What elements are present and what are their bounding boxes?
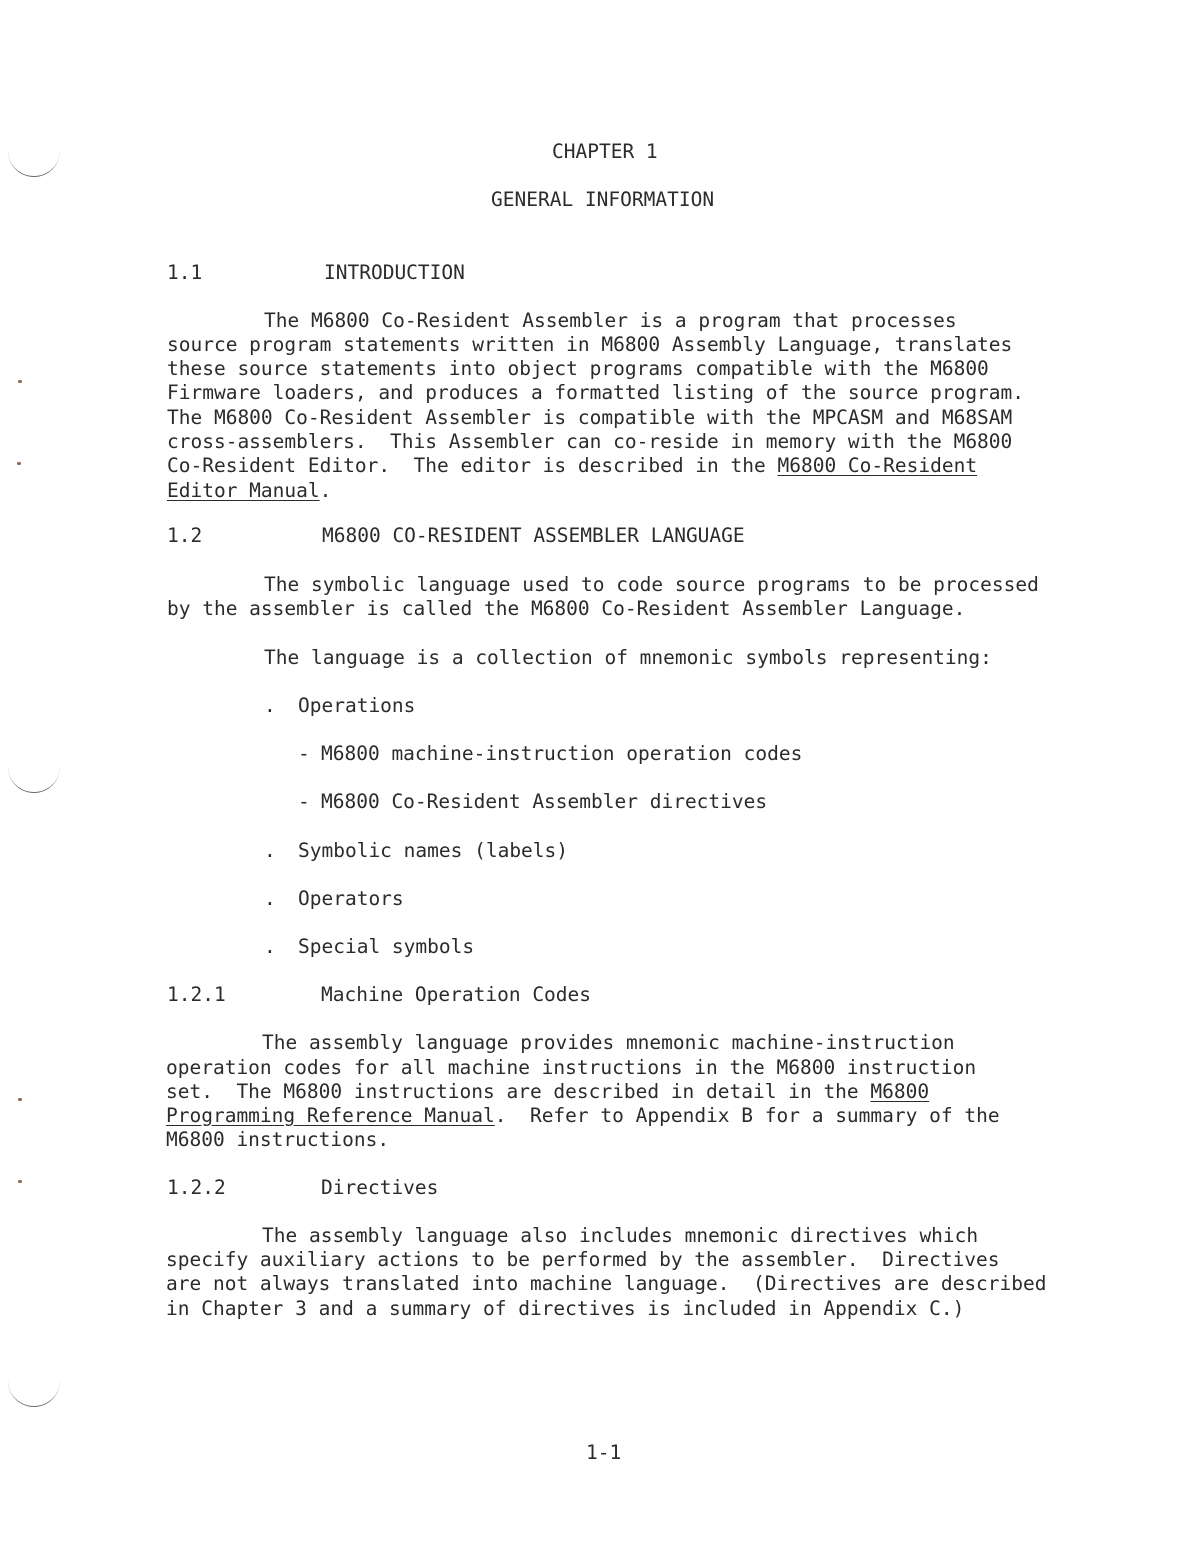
paragraph-line: specify auxiliary actions to be performed by the assembler. Directives [166, 1248, 1000, 1271]
paragraph-line: by the assembler is called the M6800 Co-Resident Assembler Language. [167, 597, 966, 620]
punch-hole-top [8, 140, 60, 177]
scan-speck [18, 1180, 22, 1183]
paragraph-line: The language is a collection of mnemonic symbols representing: [264, 646, 992, 669]
paragraph-text: . Refer to Appendix B for a summary of the [494, 1104, 1000, 1127]
chapter-title: GENERAL INFORMATION [491, 188, 715, 211]
paragraph-line: The assembly language provides mnemonic machine-instruction [262, 1031, 955, 1054]
paragraph-line: The M6800 Co-Resident Assembler is a program that processes [264, 309, 957, 332]
sub-list-item: M6800 machine-instruction operation codes [321, 742, 803, 765]
section-number: 1.2.2 [167, 1176, 226, 1199]
list-item: Operations [298, 694, 416, 717]
list-item: Special symbols [298, 935, 475, 958]
manual-reference: Editor Manual [167, 479, 320, 502]
paragraph-text: Co-Resident Editor. The editor is described in the [167, 454, 778, 477]
list-item: Operators [298, 887, 404, 910]
punch-hole-bottom [8, 1370, 60, 1407]
paragraph-text: set. The M6800 instructions are described in detail in the [166, 1080, 871, 1103]
dash-marker: - [298, 790, 310, 813]
bullet-marker: . [264, 839, 276, 862]
bullet-marker: . [264, 935, 276, 958]
paragraph-line: operation codes for all machine instructions in the M6800 instruction [166, 1056, 977, 1079]
paragraph-line: source program statements written in M6800 Assembly Language, translates [167, 333, 1013, 356]
paragraph-line: The assembly language also includes mnemonic directives which [262, 1224, 979, 1247]
section-heading: M6800 CO-RESIDENT ASSEMBLER LANGUAGE [322, 524, 745, 547]
chapter-label: CHAPTER 1 [552, 140, 658, 163]
list-item: Symbolic names (labels) [298, 839, 569, 862]
scan-speck [18, 380, 22, 383]
section-number: 1.1 [167, 261, 203, 284]
dash-marker: - [298, 742, 310, 765]
punch-hole-middle [8, 756, 60, 793]
paragraph-line: these source statements into object programs compatible with the M6800 [167, 357, 989, 380]
paragraph-line: in Chapter 3 and a summary of directives is included in Appendix C.) [166, 1297, 965, 1320]
section-number: 1.2 [167, 524, 203, 547]
paragraph-line: Firmware loaders, and produces a formatted listing of the source program. [167, 381, 1025, 404]
manual-reference: Programming Reference Manual [166, 1104, 495, 1127]
scan-speck [18, 1098, 22, 1101]
section-heading: Machine Operation Codes [321, 983, 592, 1006]
section-heading: Directives [321, 1176, 439, 1199]
paragraph-text: . [319, 479, 332, 502]
paragraph-line: are not always translated into machine language. (Directives are described [166, 1272, 1047, 1295]
paragraph-line: The M6800 Co-Resident Assembler is compatible with the MPCASM and M68SAM [167, 406, 1013, 429]
paragraph-line [167, 454, 977, 478]
bullet-marker: . [264, 694, 276, 717]
paragraph-line [167, 479, 331, 503]
page-number: 1-1 [586, 1441, 622, 1464]
paragraph-line: M6800 instructions. [166, 1128, 390, 1151]
sub-list-item: M6800 Co-Resident Assembler directives [321, 790, 768, 813]
paragraph-line [166, 1080, 929, 1104]
section-heading: INTRODUCTION [324, 261, 465, 284]
paragraph-line [166, 1104, 1000, 1128]
manual-reference: M6800 Co-Resident [777, 454, 978, 477]
paragraph-line: cross-assemblers. This Assembler can co-reside in memory with the M6800 [167, 430, 1013, 453]
bullet-marker: . [264, 887, 276, 910]
manual-reference: M6800 [870, 1080, 930, 1103]
section-number: 1.2.1 [167, 983, 226, 1006]
paragraph-line: The symbolic language used to code source programs to be processed [264, 573, 1039, 596]
scan-speck [17, 462, 21, 465]
